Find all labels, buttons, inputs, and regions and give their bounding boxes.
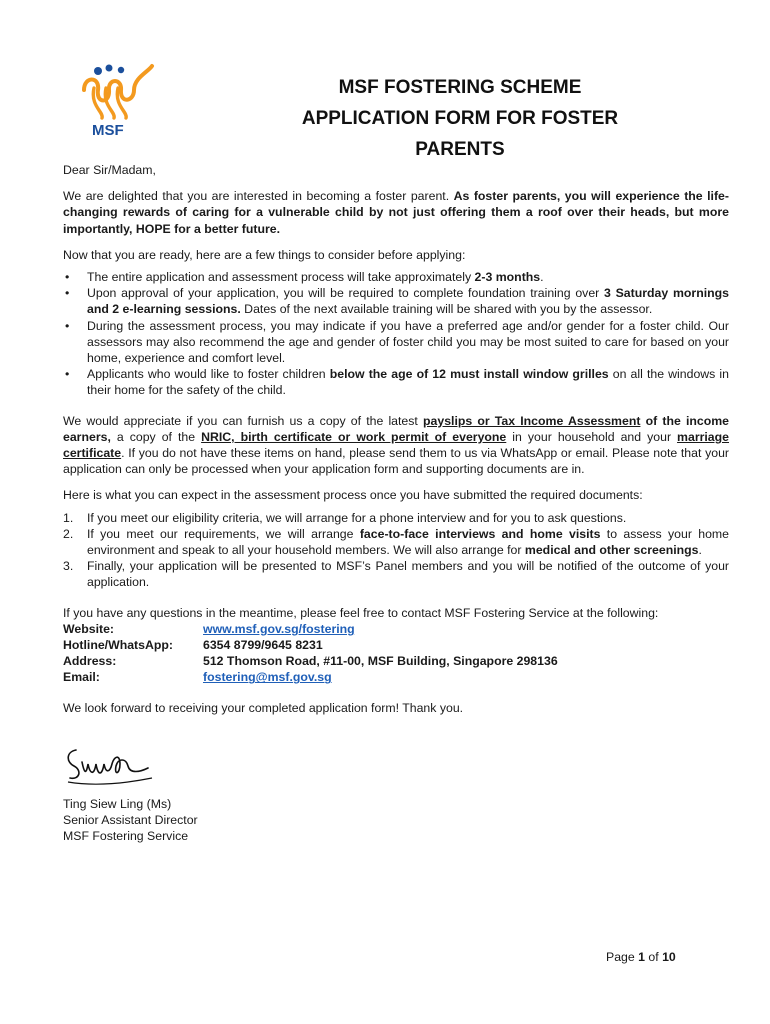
title-line-2: APPLICATION FORM FOR FOSTER <box>301 108 619 129</box>
msf-logo-icon <box>78 62 170 142</box>
signature-icon <box>62 742 158 794</box>
contact-block <box>63 621 729 686</box>
considerations-heading: Now that you are ready, here are a few things to consider before applying: <box>63 247 466 262</box>
msf-logo <box>78 62 170 142</box>
documents-paragraph: We would appreciate if you can furnish us a copy of the latest payslips or Tax Income Assessment of the income earners, a copy of the NRIC, birth certificate or work permit of everyone in your household and your marriage certificate. If you do not have these items on hand, please send them to us via WhatsApp or email. Please note that your application can only be processed when your application form and supporting documents are in. <box>63 413 729 477</box>
list-item: • Upon approval of your application, you will be required to complete foundation training over 3 Saturday mornings and 2 e-learning sessions. Dates of the next available training will be shared with you by the assessor. <box>65 286 729 317</box>
greeting: Dear Sir/Madam, <box>63 163 156 177</box>
list-item: 1. If you meet our eligibility criteria, we will arrange for a phone interview and for you to ask questions. <box>63 510 627 525</box>
website-label: Website: <box>63 621 115 636</box>
signer-name: Ting Siew Ling (Ms) <box>63 797 172 811</box>
hotline-label: Hotline/WhatsApp: <box>63 638 173 653</box>
email-label: Email: <box>63 670 100 685</box>
page-number: Page 1 of 10 <box>606 950 676 964</box>
hotline-value: 6354 8799/9645 8231 <box>203 638 323 653</box>
page-title <box>270 72 650 165</box>
website-link[interactable]: www.msf.gov.sg/fostering <box>203 621 355 636</box>
sign-off <box>63 796 198 845</box>
logo-text: MSF <box>92 122 124 139</box>
signer-role: Senior Assistant Director <box>63 813 198 828</box>
address-label: Address: <box>63 654 117 669</box>
process-steps <box>63 510 729 591</box>
title-line-1: MSF FOSTERING SCHEME <box>338 77 582 98</box>
list-item: • Applicants who would like to foster children below the age of 12 must install window grilles on all the windows in their home for the safety of the child. <box>65 367 730 398</box>
contact-intro: If you have any questions in the meantime, please feel free to contact MSF Fostering Service at the following: <box>63 605 659 620</box>
list-item: 2. If you meet our requirements, we will arrange face-to-face interviews and home visits to assess your home environment and speak to all your household members. We will also arrange for medical and other screenings. <box>63 526 730 558</box>
intro-paragraph: We are delighted that you are interested in becoming a foster parent. As foster parents, you will experience the life-changing rewards of caring for a vulnerable child by not just offering them a roof over their heads, but more importantly, HOPE for a better future. <box>63 189 729 236</box>
signer-department: MSF Fostering Service <box>63 829 189 844</box>
list-item: • The entire application and assessment process will take approximately 2-3 months. <box>65 270 544 285</box>
title-line-3: PARENTS <box>415 139 505 160</box>
considerations-list <box>63 269 729 399</box>
closing-line: We look forward to receiving your completed application form! Thank you. <box>63 700 464 715</box>
letter-body <box>63 162 729 716</box>
email-link[interactable]: fostering@msf.gov.sg <box>203 670 332 685</box>
list-item: 3. Finally, your application will be presented to MSF’s Panel members and you will be notified of the outcome of your application. <box>63 559 729 590</box>
signature <box>62 742 158 794</box>
address-value: 512 Thomson Road, #11-00, MSF Building, Singapore 298136 <box>203 654 558 669</box>
process-heading: Here is what you can expect in the assessment process once you have submitted the required documents: <box>63 488 643 503</box>
list-item: • During the assessment process, you may indicate if you have a preferred age and/or gender for a foster child. Our assessors may also recommend the age and gender of foster child you may be most suited to care for based on your home, experience and comfort level. <box>65 318 729 366</box>
